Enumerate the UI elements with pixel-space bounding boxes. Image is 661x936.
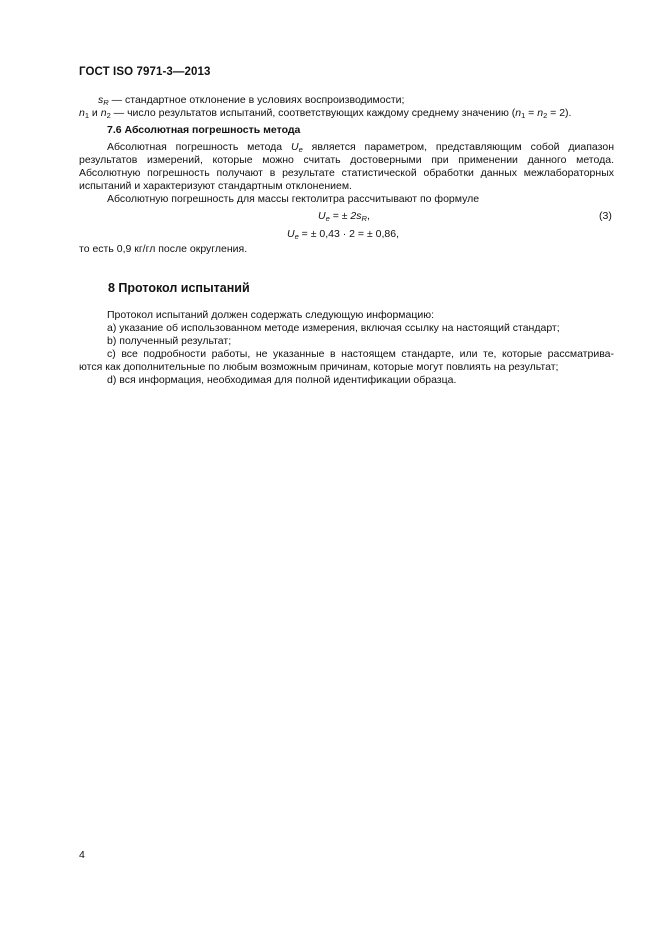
ue-subscript: e (298, 145, 303, 154)
para-7-6-line3: Абсолютную погрешность получают в результате статистической обработки данных межлабораторных (79, 167, 614, 179)
n-definition: — число результатов испытаний, соответствующих каждому среднему значению ( (110, 107, 516, 119)
list-item-c-line2: ются как дополнительные по любым возможным причинам, которые могут повлиять на результат; (79, 361, 559, 373)
formula-number: (3) (599, 210, 612, 222)
calc-rhs: = ± 0,43 · 2 = ± 0,86, (298, 228, 400, 240)
section-7-6-title: 7.6 Абсолютная погрешность метода (107, 124, 301, 136)
calculation-line (287, 228, 399, 243)
formula-rhs-subscript: R (361, 214, 367, 223)
rounding-note: то есть 0,9 кг/гл после округления. (79, 243, 248, 255)
para-7-6-line4: испытаний и характеризуют стандартным отклонением. (79, 180, 352, 192)
para-7-6-formula-intro: Абсолютную погрешность для массы гектолитра рассчитывают по формуле (107, 193, 480, 205)
n2-eq-symbol: n (537, 107, 544, 119)
list-item-b: b) полученный результат; (107, 335, 232, 347)
n1-eq-subscript: 1 (521, 111, 526, 120)
calc-ue-subscript: e (294, 232, 299, 241)
eq-end: = 2). (547, 107, 572, 119)
n1-eq-symbol: n (515, 107, 522, 119)
p1-text-a: Абсолютная погрешность метода (107, 141, 292, 153)
list-item-a: a) указание об использованном методе измерения, включая ссылку на настоящий стандарт; (107, 322, 560, 334)
formula-rhs: = ± 2s (329, 210, 362, 222)
sr-definition: — стандартное отклонение в условиях воспроизводимости; (108, 94, 405, 106)
para-7-6-line2: результатов измерений, которые можно считать достоверными при применении данного метода. (79, 154, 614, 166)
n1-symbol: n (79, 107, 85, 119)
eq-sign: = (525, 107, 538, 119)
calc-ue-symbol: U (287, 228, 295, 240)
n1-subscript: 1 (84, 111, 90, 120)
legend-n-line (79, 107, 571, 122)
list-item-c-line1: c) все подробности работы, не указанные в настоящем стандарте, или те, которые рассматрива- (107, 348, 614, 360)
section-8-title: 8 Протокол испытаний (108, 281, 250, 295)
and-word: и (89, 107, 101, 119)
sr-subscript: R (103, 98, 109, 107)
formula-3 (318, 210, 370, 225)
n2-symbol: n (100, 107, 107, 119)
p1-text-b: является параметром, представляющим собой диапазон (302, 141, 614, 153)
sr-symbol: s (98, 94, 104, 106)
page-number: 4 (79, 849, 85, 861)
document-header: ГОСТ ISO 7971-3—2013 (79, 66, 211, 78)
n2-subscript: 2 (106, 111, 111, 120)
n2-eq-subscript: 2 (543, 111, 548, 120)
formula-ue-subscript: e (325, 214, 330, 223)
formula-ue-symbol: U (318, 210, 326, 222)
list-item-d: d) вся информация, необходимая для полной идентификации образца. (107, 374, 457, 386)
section-8-intro: Протокол испытаний должен содержать следующую информацию: (107, 309, 435, 321)
ue-symbol: U (291, 141, 299, 153)
formula-comma: , (366, 210, 370, 222)
